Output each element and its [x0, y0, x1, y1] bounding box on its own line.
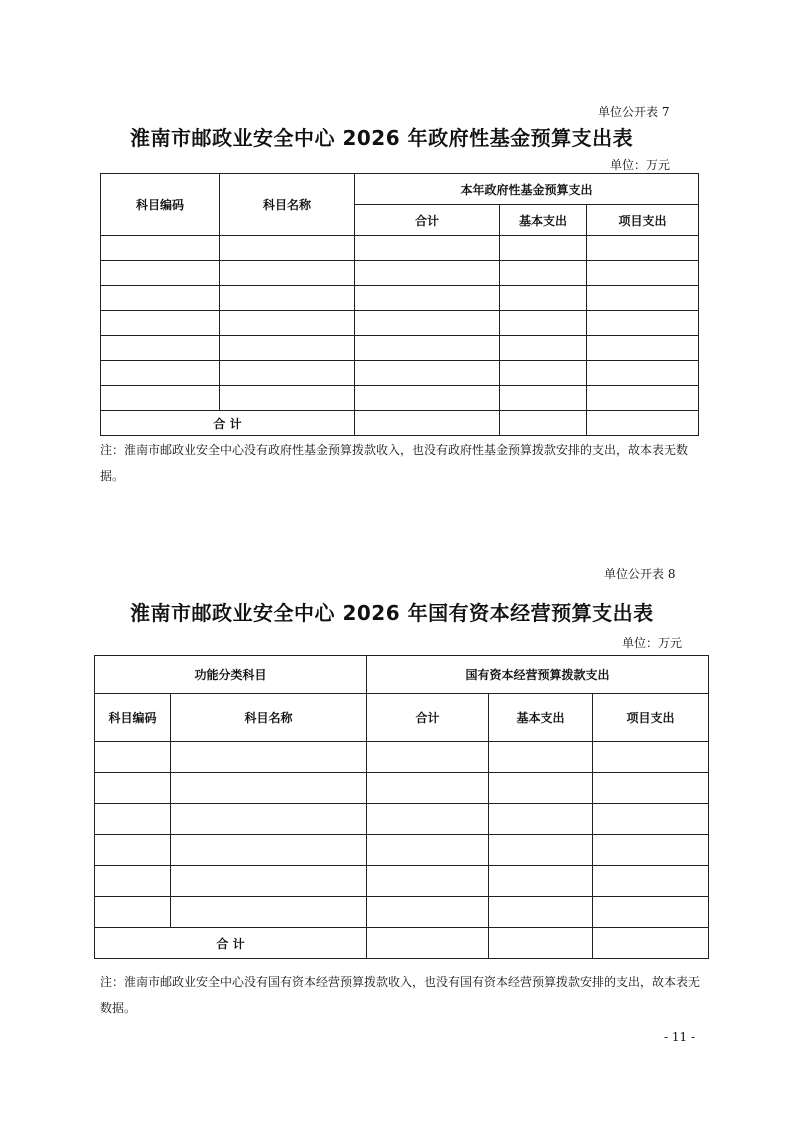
header-name: 科目名称 — [220, 174, 355, 236]
table-row — [101, 286, 699, 311]
table-row — [101, 336, 699, 361]
note-table-7: 注：淮南市邮政业安全中心没有政府性基金预算拨款收入，也没有政府性基金预算拨款安排的支出，故本表无数据。 — [100, 443, 689, 483]
header-project: 项目支出 — [593, 694, 709, 742]
table-row — [101, 261, 699, 286]
unit-label-7: 单位：万元 — [610, 158, 671, 172]
header-total: 合计 — [355, 205, 500, 236]
page-title-table-7: 淮南市邮政业安全中心 2026 年政府性基金预算支出表 — [130, 126, 634, 150]
budget-table-7 — [100, 173, 699, 436]
table-row — [95, 835, 709, 866]
table-row — [95, 897, 709, 928]
header-name: 科目名称 — [171, 694, 367, 742]
header-code: 科目编码 — [95, 694, 171, 742]
table-row — [101, 386, 699, 411]
unit-label-8: 单位：万元 — [622, 636, 683, 650]
header-project: 项目支出 — [587, 205, 699, 236]
table-row — [101, 311, 699, 336]
total-row-label: 合 计 — [95, 928, 367, 959]
table-row — [101, 361, 699, 386]
table-ref-7: 单位公开表 7 — [598, 105, 670, 119]
header-basic: 基本支出 — [500, 205, 587, 236]
table-ref-8: 单位公开表 8 — [604, 567, 676, 581]
header-group: 国有资本经营预算拨款支出 — [367, 656, 709, 694]
header-total: 合计 — [367, 694, 489, 742]
note-table-8: 注：淮南市邮政业安全中心没有国有资本经营预算拨款收入，也没有国有资本经营预算拨款安排的支出，故本表无数据。 — [100, 975, 701, 1015]
budget-table-8 — [94, 655, 709, 959]
total-row-label: 合 计 — [101, 411, 355, 436]
header-category: 功能分类科目 — [95, 656, 367, 694]
table-row — [95, 742, 709, 773]
table-row — [95, 866, 709, 897]
header-group: 本年政府性基金预算支出 — [355, 174, 699, 205]
page-number: - 11 - — [664, 1030, 696, 1044]
table-row — [95, 773, 709, 804]
header-code: 科目编码 — [101, 174, 220, 236]
header-basic: 基本支出 — [489, 694, 593, 742]
page-title-table-8: 淮南市邮政业安全中心 2026 年国有资本经营预算支出表 — [130, 601, 654, 625]
total-row — [95, 928, 709, 959]
table-row — [101, 236, 699, 261]
table-row — [95, 804, 709, 835]
total-row — [101, 411, 699, 436]
